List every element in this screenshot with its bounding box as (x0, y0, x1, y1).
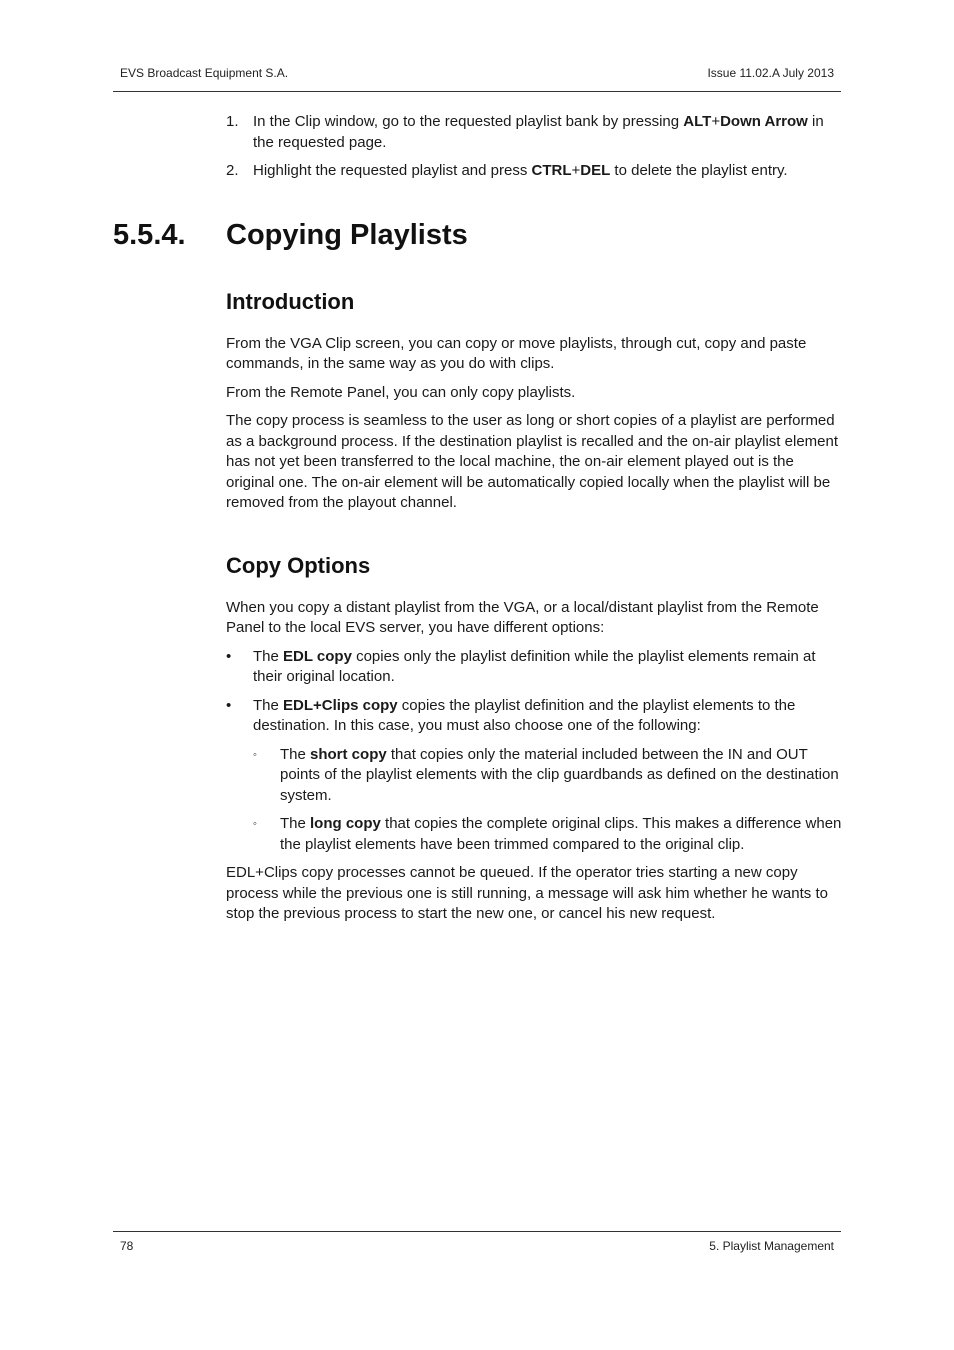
sub-list-item: ◦ The long copy that copies the complete original clips. This makes a difference when the playlist elements have been trimmed compared to the original clip. (253, 815, 842, 853)
step-text: + (571, 162, 581, 179)
paragraph: The copy process is seamless to the user as long or short copies of a playlist are performed as a background process. If the destination playlist is recalled and the on-air playlist element has not yet been transferred to the local machine, the on-air element played out is the original one. The on-air element will be automatically copied locally when the playlist will be removed from the playout channel. (226, 412, 839, 511)
header-issue: Issue 11.02.A July 2013 (707, 66, 834, 80)
introduction-heading: Introduction (226, 289, 355, 314)
step-item (226, 161, 842, 182)
section-number: 5.5.4. (113, 219, 186, 251)
paragraph: From the Remote Panel, you can only copy playlists. (226, 383, 576, 401)
paragraph: EDL+Clips copy processes cannot be queued. If the operator tries starting a new copy process while the previous one is still running, a message will ask him whether he wants to stop the previous process to start the new one, or cancel his new request. (226, 864, 828, 922)
footer-chapter: 5. Playlist Management (709, 1239, 834, 1253)
step-text: Highlight the requested playlist and press (253, 162, 532, 179)
sub-bullet-icon: ◦ (253, 818, 257, 830)
section-title: Copying Playlists (226, 219, 468, 251)
page-number: 78 (120, 1239, 134, 1253)
list-item: • The EDL copy copies only the playlist definition while the playlist elements remain at their original location. (226, 647, 816, 685)
key-del: DEL (580, 162, 611, 179)
section-heading (113, 219, 468, 252)
paragraph: From the VGA Clip screen, you can copy or move playlists, through cut, copy and paste commands, in the same way as you do with clips. (226, 334, 807, 372)
bullet-icon: • (226, 647, 232, 665)
page-footer (113, 1231, 841, 1253)
term: long copy (310, 815, 381, 832)
step-text: to delete the playlist entry. (610, 162, 788, 179)
sub-list-item: ◦ The short copy that copies only the material included between the IN and OUT points of the playlist elements with the clip guardbands as defined on the destination system. (253, 745, 839, 804)
key-ctrl: CTRL (531, 162, 572, 179)
bullet-icon: • (226, 696, 232, 714)
key-alt: ALT (683, 113, 712, 130)
step-text: in the requested page. (253, 113, 824, 151)
term: EDL+Clips copy (283, 696, 398, 714)
term: EDL copy (283, 647, 352, 665)
sub-bullet-icon: ◦ (253, 748, 257, 761)
step-item (226, 112, 842, 153)
introduction-block (226, 289, 842, 522)
step-text: + (711, 113, 721, 130)
header-company: EVS Broadcast Equipment S.A. (120, 66, 289, 80)
key-down-arrow: Down Arrow (720, 113, 808, 130)
paragraph: When you copy a distant playlist from the VGA, or a local/distant playlist from the Remote Panel to the local EVS server, you have different options: (226, 598, 819, 636)
copy-options-block (226, 553, 842, 933)
step-number: 2. (226, 162, 239, 179)
copy-options-heading: Copy Options (226, 553, 371, 578)
step-text: In the Clip window, go to the requested playlist bank by pressing (253, 113, 684, 130)
step-number: 1. (226, 113, 239, 130)
list-item: • The EDL+Clips copy copies the playlist definition and the playlist elements to the destination. In this case, you must also choose one of the following: (226, 696, 796, 734)
page-header (113, 66, 841, 92)
term: short copy (310, 745, 387, 763)
steps-list (226, 112, 842, 190)
